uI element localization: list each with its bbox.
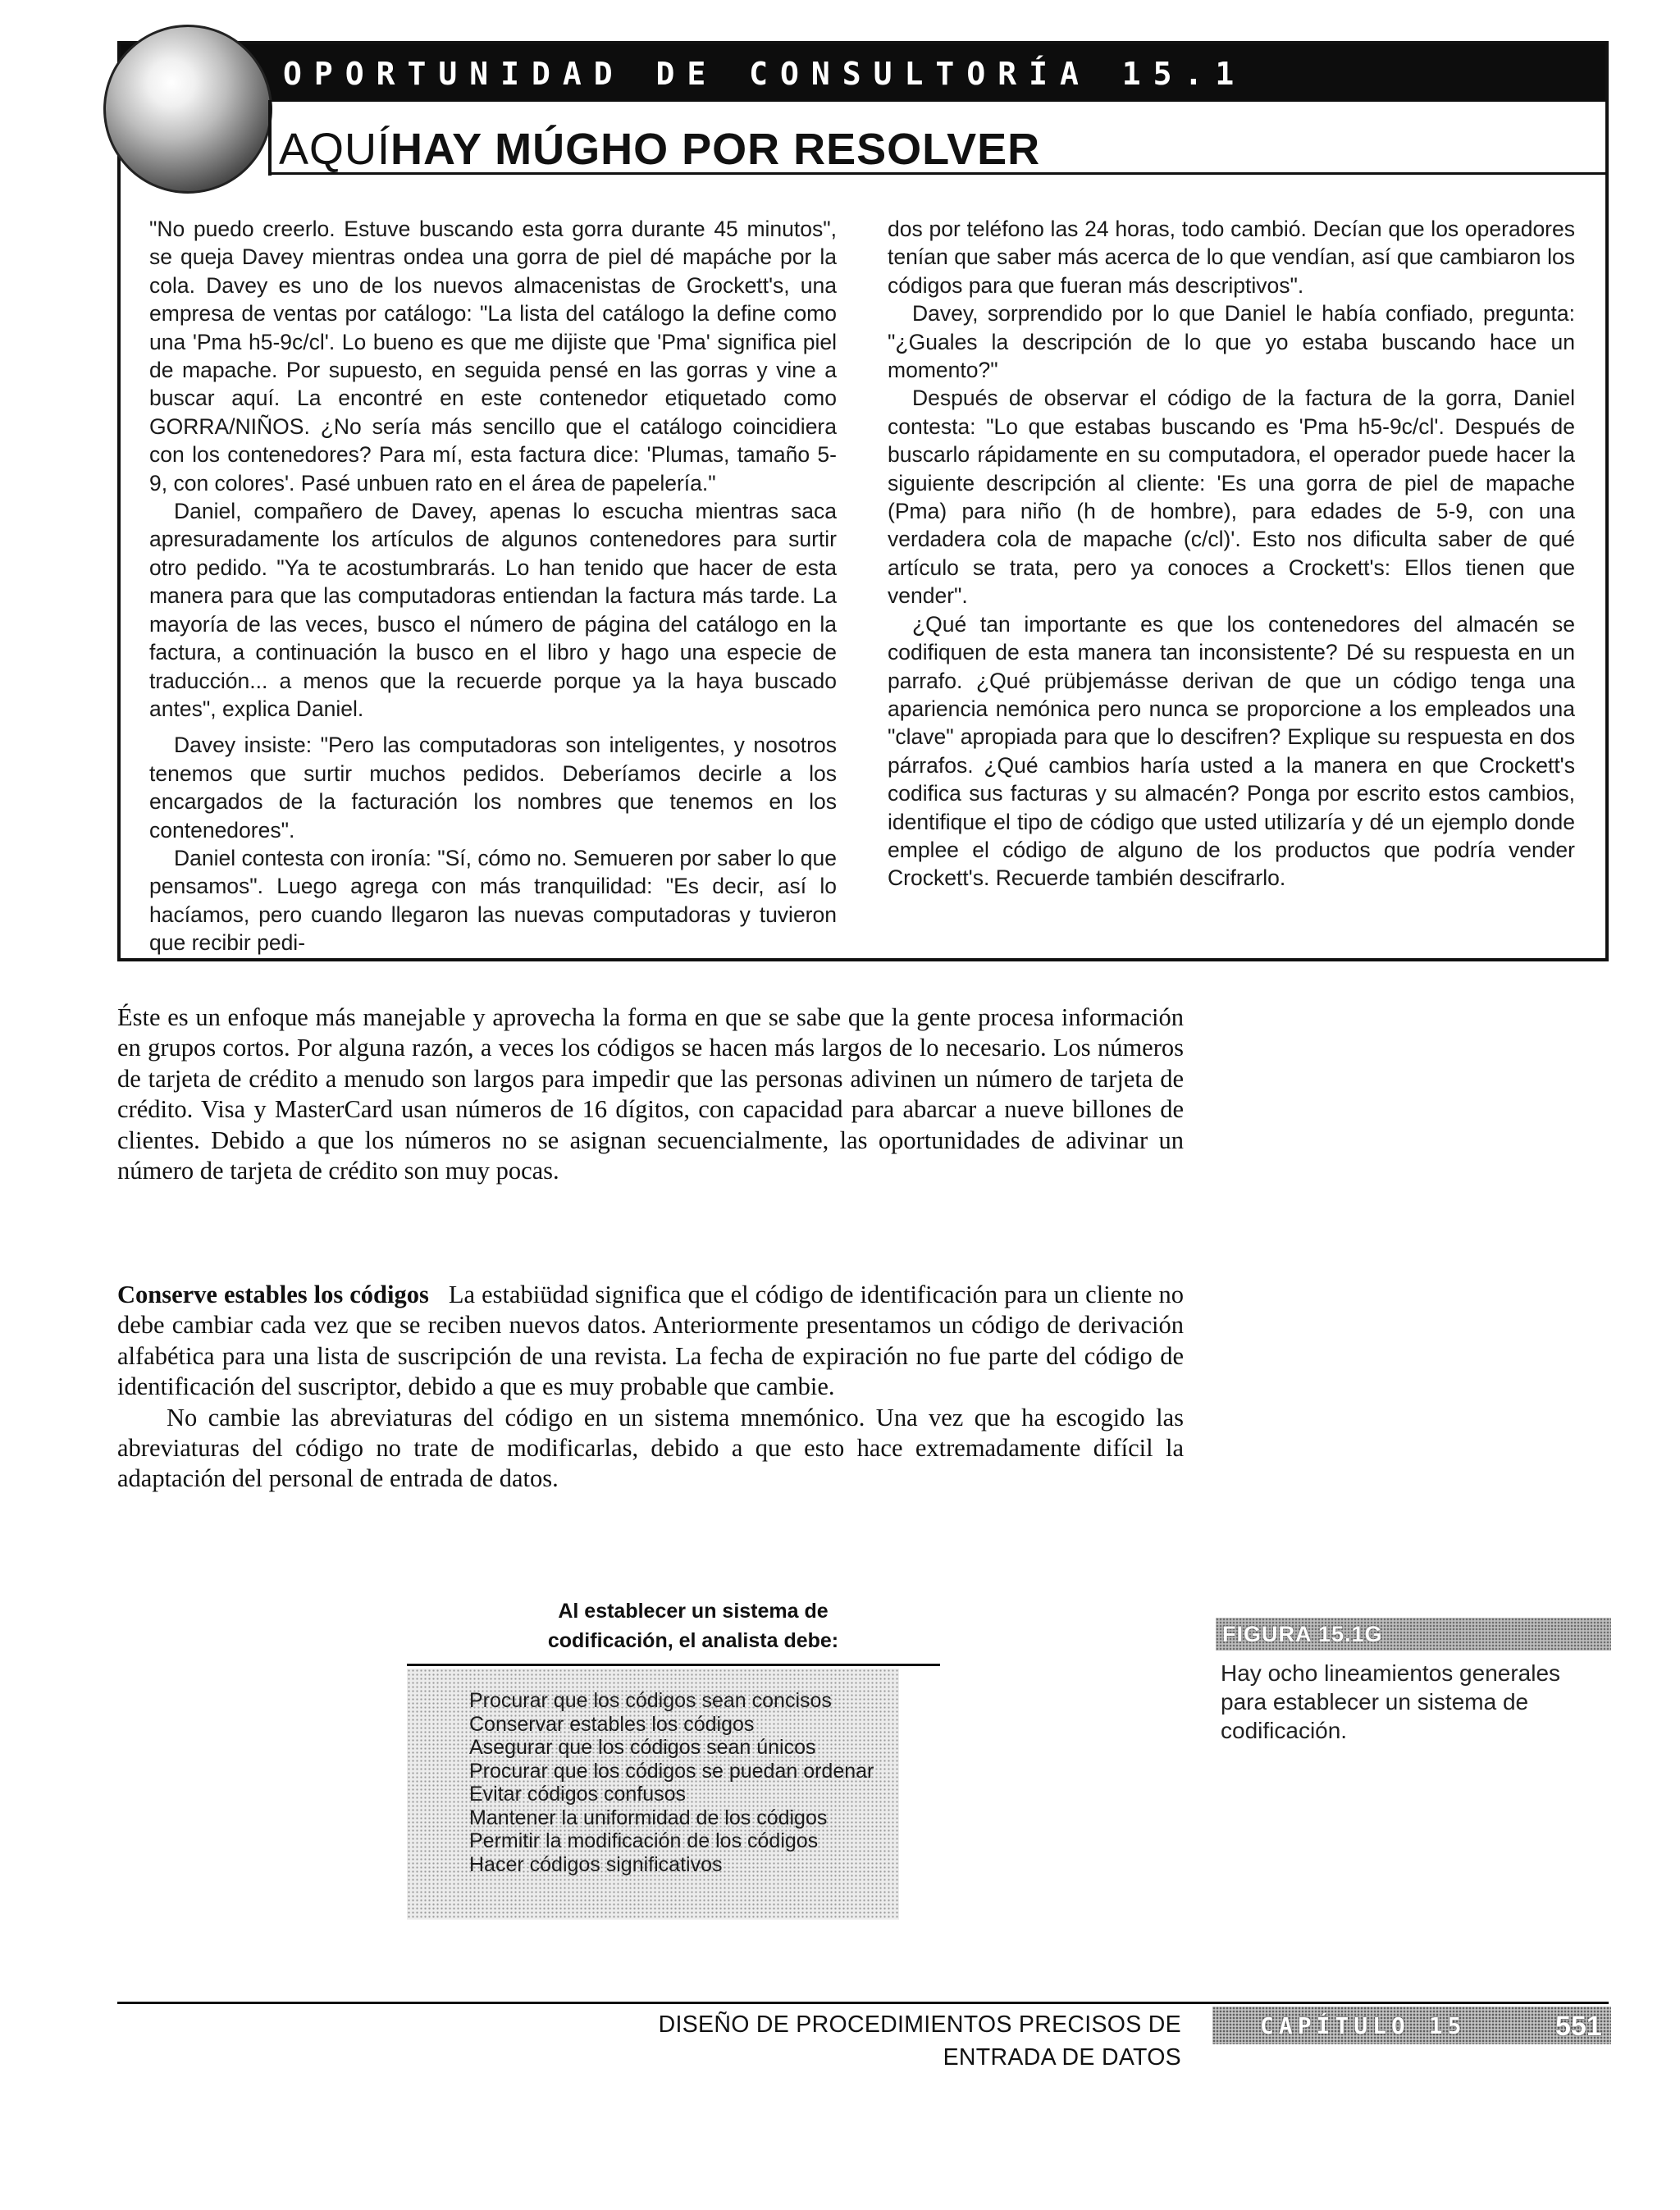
consulting-left-column — [149, 215, 837, 957]
list-item: Permitir la modificación de los códigos — [469, 1829, 819, 1852]
body-paragraph: Éste es un enfoque más manejable y aprovecha la forma en que se sabe que la gente procesa información en grupos cortos. Por alguna razón, a veces los códigos se hacen más largos de lo necesario. Los números de tarjeta de crédito a menudo son largos para impedir que las personas adivinen un número de tarjeta de crédito. Visa y MasterCard usan números de 16 dígitos, con capacidad para abarcar a nueve billones de clientes. Debido a que los números no se asignan secuencialmente, las oportunidades de adivinar un número de tarjeta de crédito son muy pocas. — [117, 1003, 1184, 1185]
list-item: Mantener la uniformidad de los códigos — [469, 1806, 828, 1829]
page-number: 551 — [1555, 2011, 1602, 2042]
footer-rule — [117, 2002, 1609, 2004]
consulting-paragraph: Después de observar el código de la factura de la gorra, Daniel contesta: "Lo que estabas buscando es 'Pma h5-9c/cl'. Después de buscarlo rápidamente en su computadora, el operador puede hacer la siguiente descripción al cliente: 'Es una gorra de piel de mapache (Pma) para niño (h de hombre), para edades de 5-9, con una verdadera cola de mapache (c/cl)'. Esto nos dificulta saber de qué artículo se trata, pero ya conoces a Crockett's: Ellos tienen que vender". — [888, 386, 1575, 609]
consulting-paragraph: Daniel, compañero de Davey, apenas lo escucha mientras saca apresuradamente los artículos de algunos contenedores para surtir otro pedido. "Ya te acostumbrarás. Lo han tenido que hacer de esta manera para que las computadoras entiendan la factura más tarde. La mayoría de las veces, busco el número de página del catálogo en la factura, a continuación la busco en el libro y hago una especie de traducción... a menos que la recuerde porque ya la haya buscado antes", explica Daniel. — [149, 499, 837, 721]
figure-heading — [509, 1596, 878, 1655]
body-paragraph — [117, 1280, 1184, 1403]
consulting-title-prefix: AQUÍ — [279, 125, 391, 174]
body-paragraph: No cambie las abreviaturas del código en un sistema mnemónico. Una vez que ha escogido las abreviaturas del código no trate de modificarlas, debido a que esto hace extremadamente difícil la adaptación del personal de entrada de datos. — [117, 1403, 1184, 1493]
consulting-paragraph: dos por teléfono las 24 horas, todo cambió. Decían que los operadores tenían que saber más acerca de lo que vendían, así que cambiaron los códigos para que fueran más descriptivos". — [888, 217, 1575, 298]
consulting-title — [279, 123, 1040, 176]
consulting-paragraph: Davey, sorprendido por lo que Daniel le había confiado, pregunta: "¿Guales la descripción de lo que yo estaba buscando hace un momento?" — [888, 301, 1575, 383]
body-intro — [117, 1002, 1184, 1186]
list-item: Procurar que los códigos sean concisos — [469, 1689, 832, 1712]
consulting-title-rest: HAY MÚGHO POR RESOLVER — [390, 125, 1041, 174]
consulting-right-column — [888, 215, 1575, 893]
consulting-paragraph: Daniel contesta con ironía: "Sí, cómo no. Semueren por saber lo que pensamos". Luego agrega con más tranquilidad: "Es decir, así lo hacíamos, pero cuando llegaron las nuevas computadoras y tuvieron que recibir pedi- — [149, 845, 837, 956]
body-stable-section — [117, 1280, 1184, 1495]
consulting-paragraph: "No puedo creerlo. Estuve buscando esta gorra durante 45 minutos", se queja Davey mientras ondea una gorra de piel dé mapáche por la cola. Davey es uno de los nuevos almacenistas de Grockett's, una empresa de ventas por catálogo: "La lista del catálogo la define como una 'Pma h5-9c/cl'. Lo bueno es que me dijiste que 'Pma' significa piel de mapache. Por supuesto, en seguida pensé en las gorras y vine a buscar aquí. La encontré en este contenedor etiquetado como GORRA/NIÑOS. ¿No sería más sencillo que el catálogo coincidiera con los contenedores? Para mí, esta factura dice: 'Plumas, tamaño 5-9, con colores'. Pasé unbuen rato en el área de papelería." — [149, 217, 837, 495]
run-in-heading: Conserve estables los códigos — [117, 1281, 429, 1308]
figure-label: FIGURA 15.1G — [1222, 1622, 1383, 1646]
consulting-banner-text: OPORTUNIDAD DE CONSULTORÍA 15.1 — [283, 56, 1247, 92]
list-item: Hacer códigos significativos — [469, 1852, 723, 1876]
list-item: Conservar estables los códigos — [469, 1712, 755, 1736]
chapter-label: CAPÍTULO 15 — [1260, 2012, 1467, 2039]
list-item: Asegurar que los códigos sean únicos — [469, 1736, 816, 1759]
sphere-icon — [103, 25, 272, 194]
running-footer-title: DISEÑO DE PROCEDIMIENTOS PRECISOS DE ENTRADA DE DATOS — [658, 2011, 1181, 2071]
list-item: Evitar códigos confusos — [469, 1783, 687, 1806]
figure-heading-line: Al establecer un sistema de — [558, 1600, 829, 1623]
title-bracket — [268, 100, 272, 176]
consulting-paragraph: Davey insiste: "Pero las computadoras son inteligentes, y nosotros tenemos que surtir muchos pedidos. Deberíamos decirle a los encargados de la facturación los nombres que tenemos en los contenedores". — [149, 733, 837, 842]
figure-rule — [407, 1664, 940, 1666]
body-paragraph-text: La estabiüdad significa que el código de identificación para un cliente no debe cambiar cada vez que se reciben nuevos datos. Anteriormente presentamos un código de derivación alfabética para una lista de suscripción de una revista. La fecha de expiración no fue parte del código de identificación del suscriptor, debido a que es muy probable que cambie. — [117, 1281, 1184, 1401]
figure-guideline-list — [469, 1689, 874, 1876]
list-item: Procurar que los códigos se puedan ordenar — [469, 1759, 874, 1783]
figure-caption: Hay ocho lineamientos generales para establecer un sistema de codificación. — [1221, 1660, 1561, 1743]
consulting-paragraph: ¿Qué tan importante es que los contenedores del almacén se codifiquen de esta manera tan inconsistente? Dé su respuesta en un parrafo. ¿Qué prübjemásse derivan de que un código tenga una apariencia nemónica pero nunca se proporcione a los empleados una "clave" apropiada para que lo descifren? Explique su respuesta en dos párrafos. ¿Qué cambios haría usted a la manera en que Crockett's codifica sus facturas y su almacén? Ponga por escrito estos cambios, identifique el tipo de código que usted utilizaría y dé un ejemplo donde emplee el código de alguno de los productos que podría vender Crockett's. Recuerde también descifrarlo. — [888, 611, 1575, 891]
figure-heading-line: codificación, el analista debe: — [547, 1629, 839, 1652]
